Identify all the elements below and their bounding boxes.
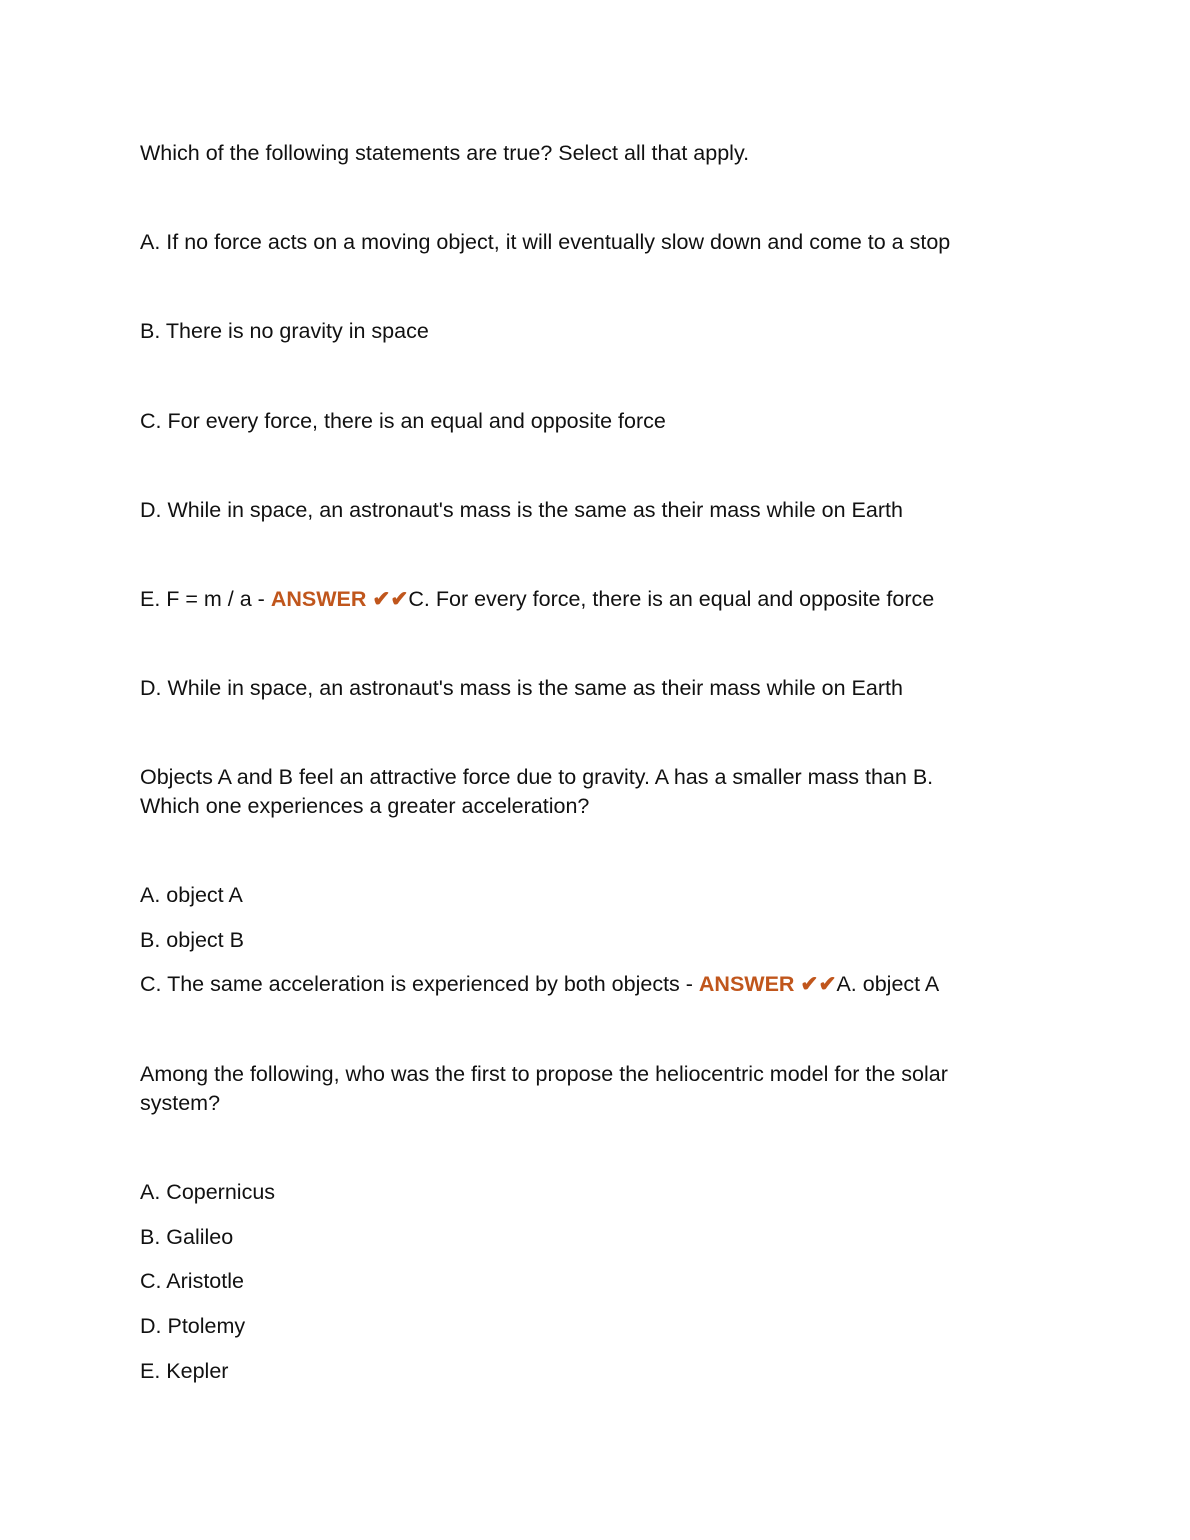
question-1-option-e: E. F = m / a - [140,587,271,611]
question-3-option-c: C. Aristotle [140,1269,244,1293]
question-3-option-b: B. Galileo [140,1225,234,1249]
question-2-option-c-with-answer [140,970,1040,999]
question-1-option-e-with-answer [140,585,1040,614]
question-1-answer-2: D. While in space, an astronaut's mass is the same as their mass while on Earth [140,676,903,700]
answer-label: ANSWER ✔✔ [270,587,409,611]
question-3-option-d: D. Ptolemy [140,1314,246,1338]
question-1-option-a: A. If no force acts on a moving object, it will eventually slow down and come to a stop [140,230,951,254]
question-2-prompt-line-1: Objects A and B feel an attractive force due to gravity. A has a smaller mass than B. [140,765,934,789]
question-2-option-c: C. The same acceleration is experienced by both objects - [140,972,699,996]
question-2-option-b: B. object B [140,928,244,952]
question-1-option-c: C. For every force, there is an equal and opposite force [140,409,666,433]
question-1-answer-1: C. For every force, there is an equal and opposite force [408,587,935,611]
question-2-prompt-line-2: Which one experiences a greater acceleration? [140,794,590,818]
question-3-prompt-line-2: system? [140,1091,221,1115]
question-3-prompt-line-1: Among the following, who was the first to propose the heliocentric model for the solar [140,1062,948,1086]
question-1-option-d: D. While in space, an astronaut's mass is the same as their mass while on Earth [140,498,903,522]
answer-label: ANSWER ✔✔ [698,972,837,996]
question-1-option-b: B. There is no gravity in space [140,319,429,343]
question-1-prompt: Which of the following statements are true? Select all that apply. [140,141,750,165]
question-2-option-a: A. object A [140,883,243,907]
question-3-option-e: E. Kepler [140,1359,229,1383]
question-3-option-a: A. Copernicus [140,1180,276,1204]
question-2-answer: A. object A [836,972,940,996]
